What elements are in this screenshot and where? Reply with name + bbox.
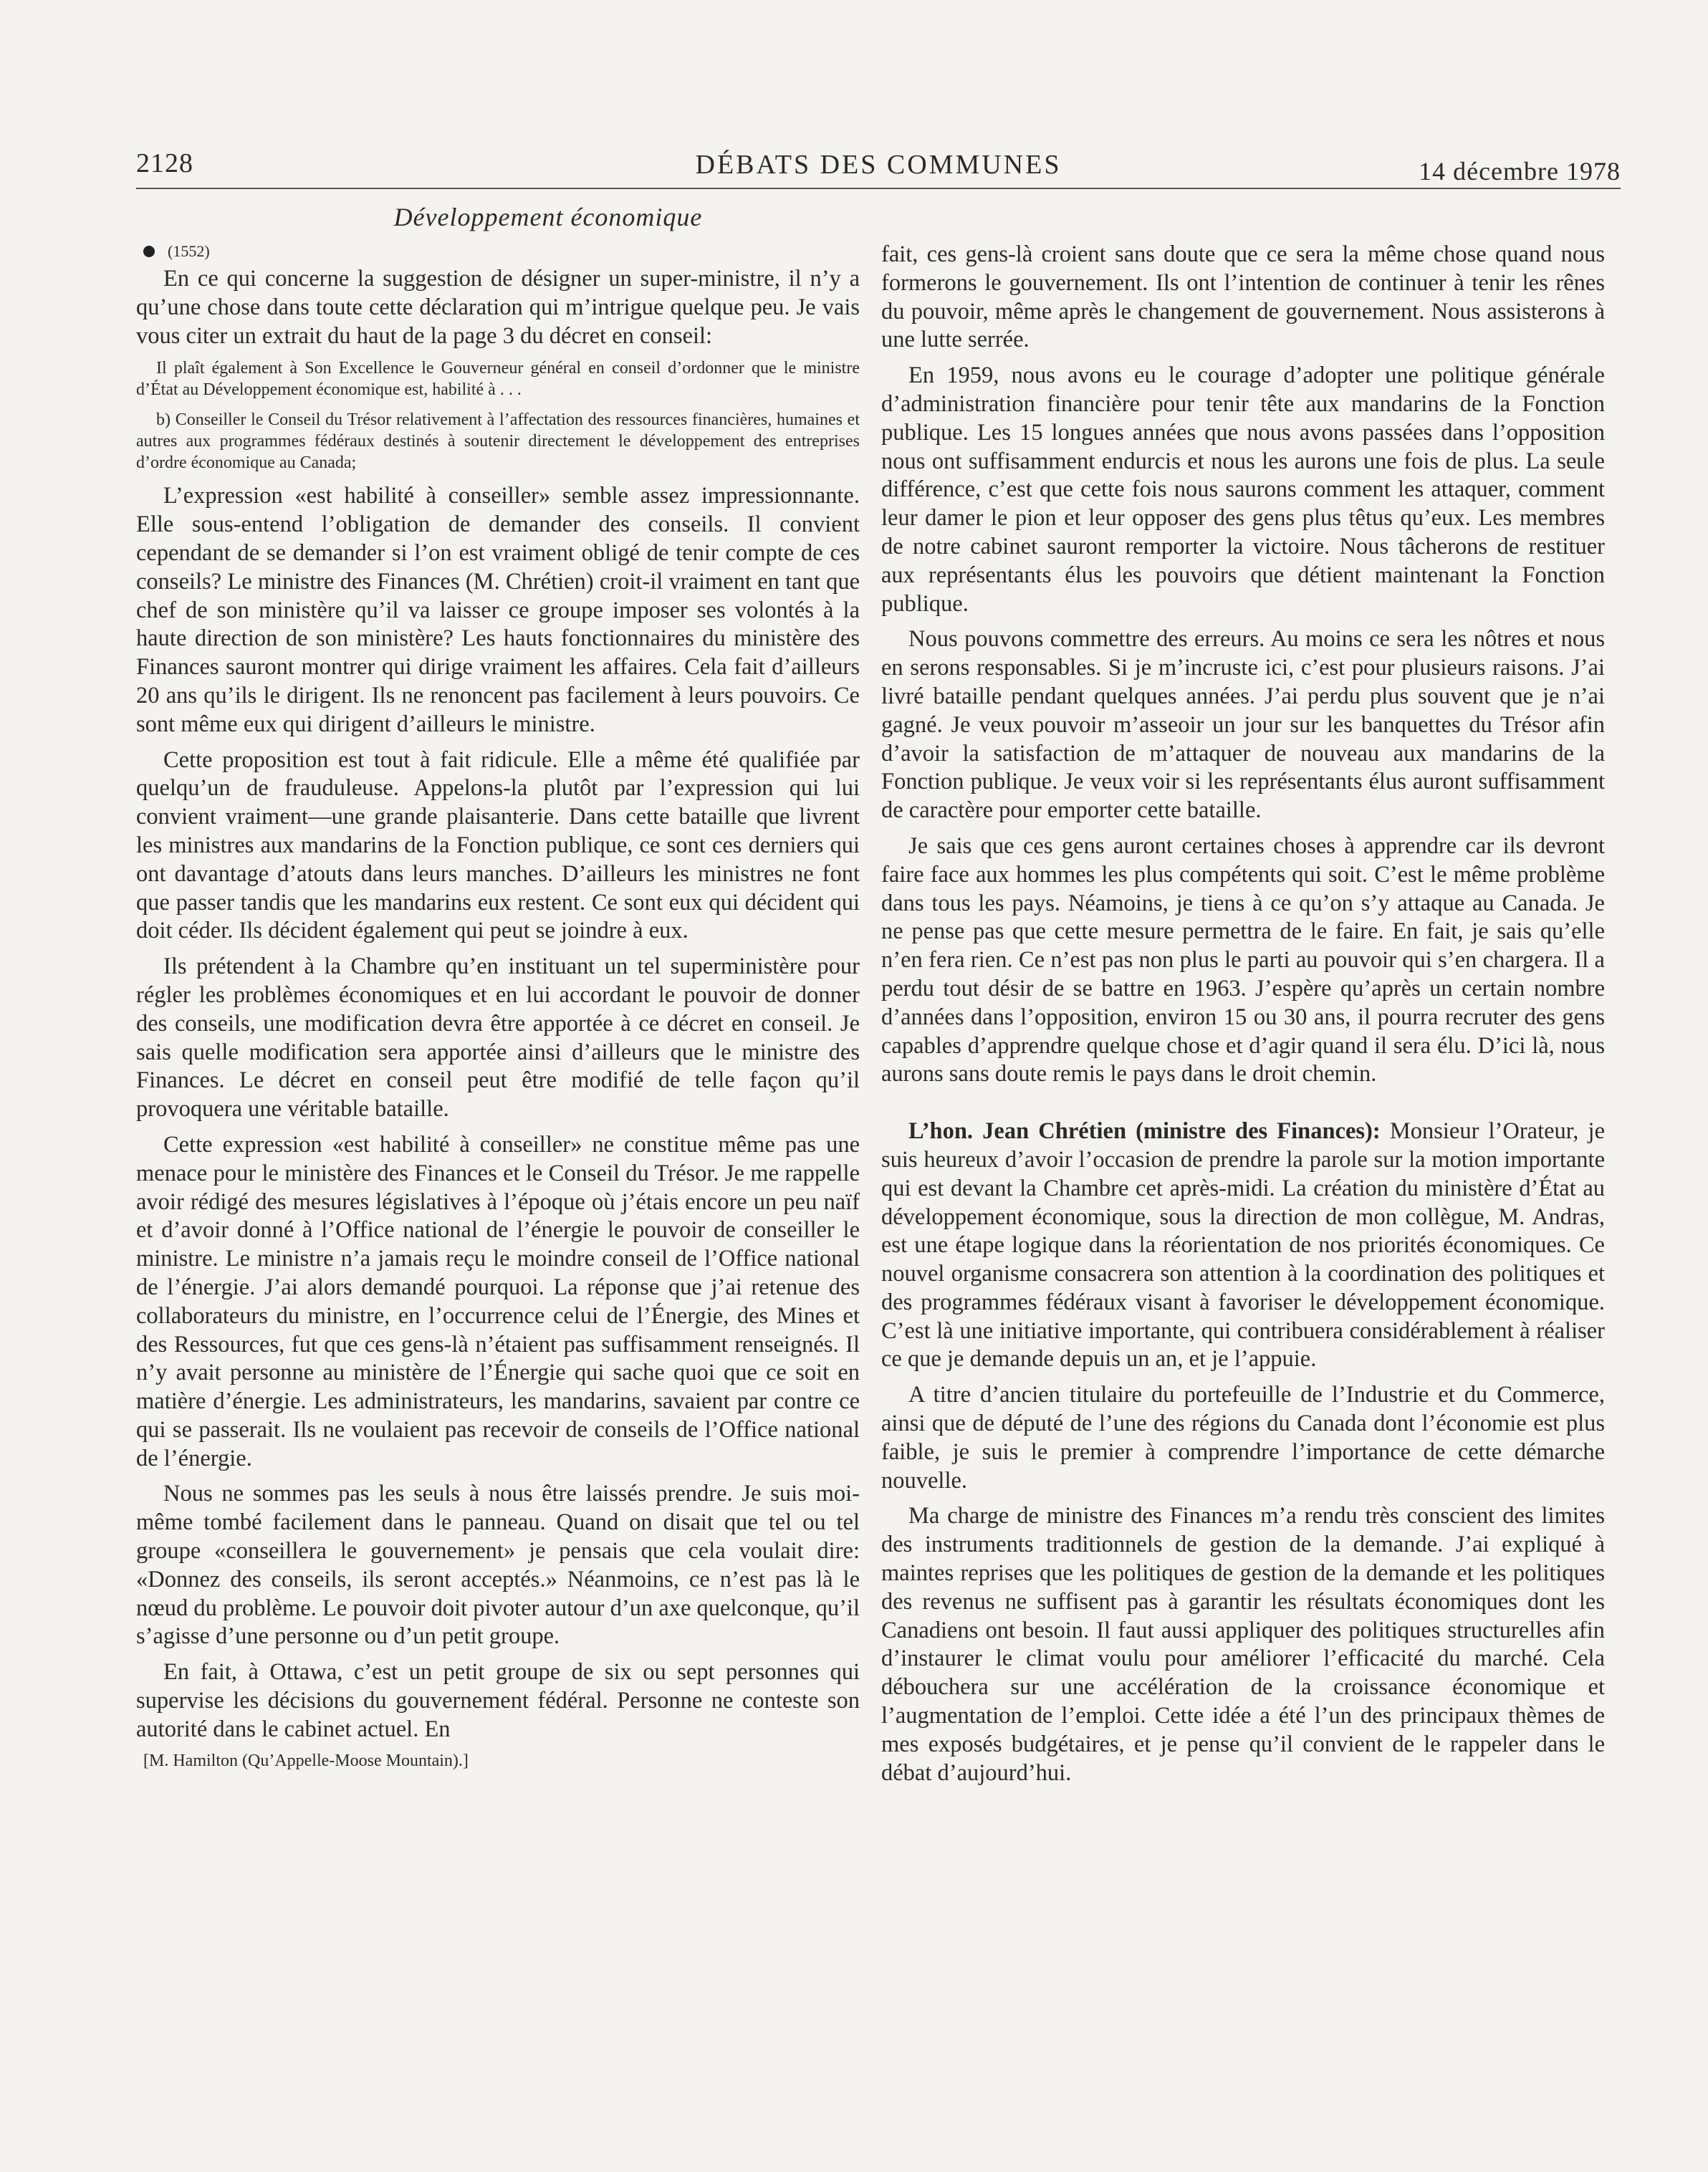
speech-paragraph <box>881 1118 1605 1374</box>
issue-date: 14 décembre 1978 <box>1419 157 1621 186</box>
speech-text: Monsieur l’Orateur, je suis heureux d’avoir l’occasion de prendre la parole sur la motion importante qui est devant la Chambre cet après-midi. La création du ministère d’État au développement économique, sous la direction de mon collègue, M. Andras, est une étape logique dans la réorientation de nos priorités économiques. Ce nouvel organisme consacrera son attention à la coordination des politiques et des programmes fédéraux visant à favoriser le développement économique. C’est là une initiative importante, qui contribuera considérablement à réaliser ce que je demande depuis un an, et je l’appuie. <box>881 1118 1605 1373</box>
speaker-attribution: [M. Hamilton (Qu’Appelle-Moose Mountain).] <box>143 1751 469 1770</box>
page-number: 2128 <box>136 148 193 178</box>
bullet-icon <box>143 246 155 257</box>
time-mark-label: (1552) <box>168 242 210 260</box>
time-marker <box>136 242 860 261</box>
quotation-text: b) Conseiller le Conseil du Trésor relativement à l’affectation des ressources financières, humaines et autres aux programmes fédéraux destinés à soutenir directement le développement des entreprises d’ordre économique au Canada; <box>136 410 860 473</box>
paragraph: Nous ne sommes pas les seuls à nous être laissés prendre. Je suis moi-même tombé facilement dans le panneau. Quand on disait que tel ou tel groupe «conseillera le gouvernement» je pensais que cela voulait dire: «Donnez des conseils, ils seront acceptés.» Néanmoins, ce n’est pas là le nœud du problème. Le pouvoir doit pivoter autour d’un axe quelconque, qu’il s’agisse d’une personne ou d’un petit groupe. <box>136 1481 860 1650</box>
paragraph: L’expression «est habilité à conseiller» semble assez impressionnante. Elle sous-entend l’obligation de demander des conseils. Il convient cependant de se demander si l’on est vraiment obligé de tenir compte de ces conseils? Le ministre des Finances (M. Chrétien) croit-il vraiment en tant que chef de son ministère qu’il va laisser ce groupe imposer ses volontés à la haute direction de son ministère? Les hauts fonctionnaires du ministère des Finances sauront montrer qui dirige vraiment les affaires. Cela fait d’ailleurs 20 ans qu’ils le dirigent. Ils ne renoncent pas facilement à leurs pouvoirs. Ce sont même eux qui dirigent d’ailleurs le ministre. <box>136 483 860 737</box>
paragraph: Ils prétendent à la Chambre qu’en instituant un tel superministère pour régler les problèmes économiques et en lui accordant le pouvoir de donner des conseils, une modification devra être apportée à ce décret en conseil. Je sais quelle modification sera apportée ainsi d’ailleurs que le ministre des Finances. Le décret en conseil peut être modifié de telle façon qu’il provoquera une véritable bataille. <box>136 953 860 1123</box>
paragraph: En fait, à Ottawa, c’est un petit groupe de six ou sept personnes qui supervise les décisions du gouvernement fédéral. Personne ne conteste son autorité dans le cabinet actuel. En <box>136 1659 860 1742</box>
right-column <box>881 241 1605 1794</box>
section-title: Développement économique <box>393 203 703 231</box>
quotation: Il plaît également à Son Excellence le Gouverneur général en conseil d’ordonner que le ministre d’État au Développement économique est, habilité à . . . <box>136 359 860 400</box>
paragraph: fait, ces gens-là croient sans doute que ce sera la même chose quand nous formerons le gouvernement. Ils ont l’intention de continuer à tenir les rênes du pouvoir, même après le changement de gouvernement. Nous assisterons à une lutte serrée. <box>881 241 1605 353</box>
paragraph: Nous pouvons commettre des erreurs. Au moins ce sera les nôtres et nous en serons responsables. Si je m’incruste ici, c’est pour plusieurs raisons. J’ai livré bataille pendant quelques années. J’ai perdu plus souvent que je n’ai gagné. Je veux pouvoir m’asseoir un jour sur les banquettes du Trésor afin d’avoir la satisfaction de m’attaquer de nouveau aux mandarins de la Fonction publique. Je veux voir si les représentants élus auront suffisamment de caractère pour emporter cette bataille. <box>881 626 1605 824</box>
paragraph: Ma charge de ministre des Finances m’a rendu très conscient des limites des instruments traditionnels de gestion de la demande. J’ai expliqué à maintes reprises que les politiques de gestion de la demande et les politiques des revenus ne suffisent pas à garantir les résultats économiques dont les Canadiens ont besoin. Il faut aussi appliquer des politiques structurelles afin d’instaurer le climat voulu pour améliorer l’efficacité du marché. Cela débouchera sur une accélération de la croissance économique et l’augmentation de l’emploi. Cette idée a été l’un des principaux thèmes de mes exposés budgétaires, et je pense qu’il convient de le rappeler dans le débat d’aujourd’hui. <box>881 1503 1605 1786</box>
paragraph: En ce qui concerne la suggestion de désigner un super-ministre, il n’y a qu’une chose dans toute cette déclaration qui m’intrigue quelque peu. Je vais vous citer un extrait du haut de la page 3 du décret en conseil: <box>136 266 860 349</box>
publication-title: DÉBATS DES COMMUNES <box>695 150 1062 180</box>
paragraph: Je sais que ces gens auront certaines choses à apprendre car ils devront faire face aux hommes les plus compétents qui soit. C’est le même problème dans tous les pays. Néamoins, je tiens à ce qu’on s’y attaque au Canada. Je ne pense pas que cette mesure permettra de le faire. En fait, je sais qu’elle n’en fera rien. Ce n’est pas non plus le parti au pouvoir qui s’en chargera. Il a perdu tout désir de se battre en 1963. J’espère qu’après un certain nombre d’années dans l’opposition, environ 15 ou 30 ans, il pourra recruter des gens capables d’apprendre quelque chose et d’agir quand il sera élu. D’ici là, nous aurons sans doute remis le pays dans le droit chemin. <box>881 832 1605 1087</box>
paragraph: En 1959, nous avons eu le courage d’adopter une politique générale d’administration financière pour tenir tête aux mandarins de la Fonction publique. Les 15 longues années que nous avons passées dans l’opposition nous ont suffisamment endurcis et nous les aurons une fois de plus. La seule différence, c’est que cette fois nous saurons comment les attaquer, comment leur damer le pion et leur opposer des gens plus têtus qu’eux. Les membres de notre cabinet sauront remporter la victoire. Nous tâcherons de restituer aux représentants élus les pouvoirs que détient maintenant la Fonction publique. <box>881 362 1605 617</box>
speaker-name: L’hon. Jean Chrétien (ministre des Finances): <box>908 1118 1381 1145</box>
paragraph: A titre d’ancien titulaire du portefeuille de l’Industrie et du Commerce, ainsi que de député de l’une des régions du Canada dont l’économie est plus faible, je suis le premier à comprendre l’importance de cette démarche nouvelle. <box>881 1382 1605 1494</box>
left-column <box>136 202 860 1771</box>
spacer <box>881 1096 1605 1118</box>
page-header <box>136 143 1621 189</box>
quotation <box>136 409 860 474</box>
paragraph: Cette proposition est tout à fait ridicule. Elle a même été qualifiée par quelqu’un de frauduleuse. Appelons-la plutôt par l’expression qui lui convient vraiment—une grande plaisanterie. Dans cette bataille que livrent les ministres aux mandarins de la Fonction publique, ce sont ces derniers qui ont davantage d’atouts dans leurs manches. D’ailleurs les ministres ne font que passer tandis que les mandarins eux restent. Ce sont eux qui décident qui doit céder. Ils décident également qui peut se joindre à eux. <box>136 746 860 944</box>
paragraph: Cette expression «est habilité à conseiller» ne constitue même pas une menace pour le ministère des Finances et le Conseil du Trésor. Je me rappelle avoir rédigé des mesures législatives à l’époque où j’étais encore un peu naïf et d’avoir donné à l’Office national de l’énergie le pouvoir de conseiller le ministre. Le ministre n’a jamais reçu le moindre conseil de l’Office national de l’énergie. J’ai alors demandé pourquoi. La réponse que j’ai retenue des collaborateurs du ministre, en l’occurrence celui de l’Énergie, des Mines et des Ressources, fut que ces gens-là n’étaient pas suffisamment renseignés. Il n’y avait personne au ministère de l’Énergie qui sache quoi que ce soit en matière d’énergie. Les administrateurs, les mandarins, savaient par contre ce qui se passerait. Ils ne voulaient pas recevoir de conseils de l’Office national de l’énergie. <box>136 1131 860 1471</box>
